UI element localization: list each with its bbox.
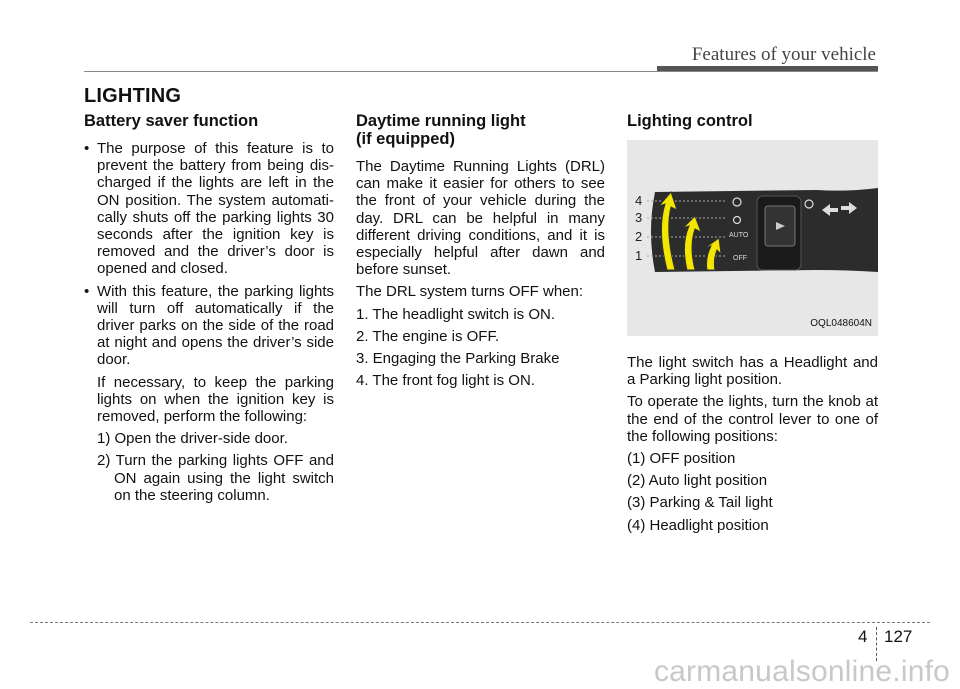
page-number: 127: [884, 627, 913, 646]
figure-number-2: 2: [635, 229, 643, 244]
footer-rule: [30, 622, 930, 623]
position-item: (1) OFF position: [627, 450, 736, 468]
lighting-para-2: To operate the lights, turn the knob at the end of the control lever to one of the following positions:: [627, 393, 878, 445]
drl-condition: 1. The headlight switch is ON.: [356, 305, 555, 323]
light-switch-figure: [627, 140, 878, 336]
chapter-number: 4: [858, 627, 868, 646]
drl-condition: 2. The engine is OFF.: [356, 327, 500, 345]
drl-intro: The Daytime Running Lights (DRL) can make it easier for others to see the front of your vehicle during the day. DRL can be helpful in many different driving conditions, and it is especially helpful after dawn and before sunset.: [356, 158, 605, 279]
lighting-control-column: [627, 112, 878, 539]
bullet-item: • The purpose of this feature is to prevent the battery from being dis-charged if the lights are left in the ON position. The system automati-cally shuts off the parking lights 30 seconds after the ignition key is removed and the driver’s door is opened and closed.: [84, 140, 334, 278]
header-rule: [84, 71, 878, 72]
battery-saver-heading: Battery saver function: [84, 112, 259, 130]
switch-label-off: OFF: [733, 255, 747, 262]
figure-number-3: 3: [635, 210, 643, 225]
drl-heading-line1: Daytime running light: [356, 112, 526, 130]
lighting-control-heading: Lighting control: [627, 112, 753, 130]
battery-saver-note: If necessary, to keep the parking lights on when the ignition key is removed, perform the following:: [97, 373, 334, 426]
lighting-para-1: The light switch has a Headlight and a Parking light position.: [627, 354, 878, 389]
drl-heading: [356, 112, 605, 148]
drl-condition: 4. The front fog light is ON.: [356, 372, 535, 390]
drl-column: [356, 112, 605, 394]
drl-heading-line2: (if equipped): [356, 130, 455, 148]
position-item: (2) Auto light position: [627, 472, 768, 490]
battery-saver-bullets: [84, 140, 334, 369]
watermark: carmanualsonline.info: [653, 655, 950, 688]
drl-off-when: The DRL system turns OFF when:: [356, 283, 584, 301]
position-item: (3) Parking & Tail light: [627, 494, 773, 512]
position-item: (4) Headlight position: [627, 516, 769, 534]
figure-number-1: 1: [635, 248, 643, 263]
battery-saver-column: [84, 112, 334, 509]
step-item: 1) Open the driver-side door.: [97, 430, 288, 448]
drl-condition: 3. Engaging the Parking Brake: [356, 350, 560, 368]
header-section-title: Features of your vehicle: [691, 44, 876, 65]
bullet-item: • With this feature, the parking lights will turn off automatically if the driver parks on the side of the road at night and opens the driver’s side door.: [84, 283, 334, 369]
switch-label-auto: AUTO: [729, 232, 749, 239]
figure-caption: OQL048604N: [810, 317, 872, 329]
step-item: 2) Turn the parking lights OFF and ON again using the light switch on the steering column.: [97, 452, 334, 504]
light-switch-illustration: [627, 140, 878, 336]
page-title: LIGHTING: [84, 85, 182, 107]
figure-number-4: 4: [635, 193, 643, 208]
